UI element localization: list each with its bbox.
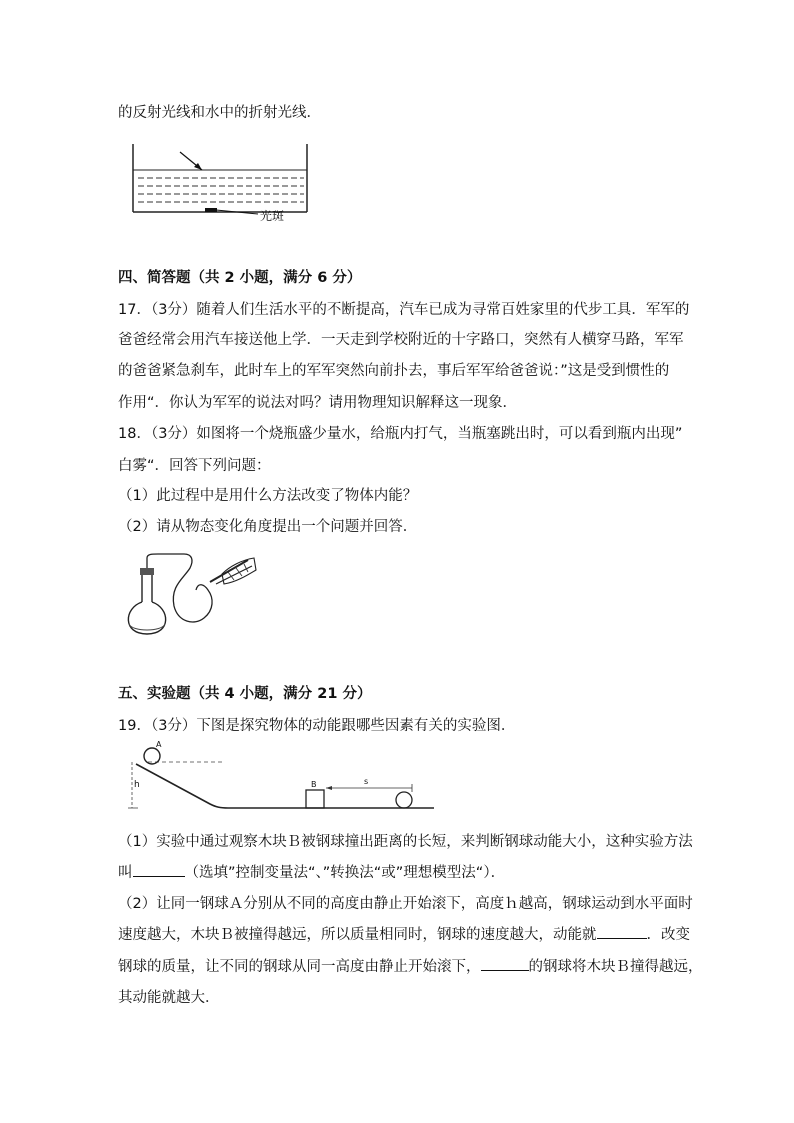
q19-p2-line2-prefix: 速度越大，木块Ｂ被撞得越远，所以质量相同时，钢球的速度越大，动能就 — [118, 927, 597, 943]
q18-line-1: 18．（3分）如图将一个烧瓶盛少量水，给瓶内打气，当瓶塞跳出时，可以看到瓶内出现” — [118, 426, 683, 442]
ball-a-label: A — [156, 740, 162, 749]
q19-p2-line2-suffix: ．改变 — [646, 927, 690, 943]
q19-p1-line-2 — [118, 862, 505, 883]
q18-line-2: 白雾“．回答下列问题： — [118, 458, 271, 474]
block-b-label: B — [311, 780, 317, 789]
distance-label: s — [364, 777, 369, 786]
q19-stem: 19．（3分）下图是探究物体的动能跟哪些因素有关的实验图． — [118, 718, 516, 734]
q17-line-3: 的爸爸紧急刹车，此时车上的军军突然向前扑去，事后军军给爸爸说：”这是受到惯性的 — [118, 363, 670, 379]
section5-heading: 五、实验题（共 4 小题，满分 21 分） — [118, 686, 372, 702]
answer-blank-1[interactable] — [133, 862, 185, 877]
q19-p2-line-1: （2）让同一钢球Ａ分别从不同的高度由静止开始滚下，高度ｈ越高，钢球运动到水平面时 — [118, 896, 693, 912]
answer-blank-3[interactable] — [481, 956, 529, 971]
q19-p2-line3-suffix: 的钢球将木块Ｂ撞得越远， — [528, 959, 703, 975]
q17-line-1: 17．（3分）随着人们生活水平的不断提高，汽车已成为寻常百姓家里的代步工具．军军的 — [118, 302, 690, 318]
q18-line-4: （2）请从物态变化角度提出一个问题并回答． — [118, 519, 418, 535]
q19-p2-line3-prefix: 钢球的质量，让不同的钢球从同一高度由静止开始滚下， — [118, 959, 481, 975]
q19-p2-line-4: 其动能就越大． — [118, 990, 220, 1006]
flask-pump-figure — [118, 552, 258, 638]
answer-blank-2[interactable] — [597, 924, 647, 939]
water-container-figure — [130, 142, 310, 222]
intro-line: 的反射光线和水中的折射光线． — [118, 105, 321, 121]
q19-p2-line-2 — [118, 924, 690, 945]
light-spot-label: 光斑 — [260, 209, 285, 223]
q19-p1-line-1: （1）实验中通过观察木块Ｂ被钢球撞出距离的长短，来判断钢球动能大小，这种实验方法 — [118, 834, 693, 850]
q19-p1-suffix: （选填”控制变量法“、”转换法“或”理想模型法“）． — [184, 865, 506, 881]
section4-heading: 四、简答题（共 2 小题，满分 6 分） — [118, 270, 362, 286]
ramp-experiment-figure — [128, 742, 438, 812]
q19-p2-line-3 — [118, 956, 703, 977]
q19-p1-prefix: 叫 — [118, 865, 133, 881]
q17-line-4: 作用“．你认为军军的说法对吗？请用物理知识解释这一现象． — [118, 395, 518, 411]
q18-line-3: （1）此过程中是用什么方法改变了物体内能？ — [118, 488, 418, 504]
q17-line-2: 爸爸经常会用汽车接送他上学．一天走到学校附近的十字路口，突然有人横穿马路，军军 — [118, 332, 684, 348]
height-label: h — [134, 780, 140, 790]
